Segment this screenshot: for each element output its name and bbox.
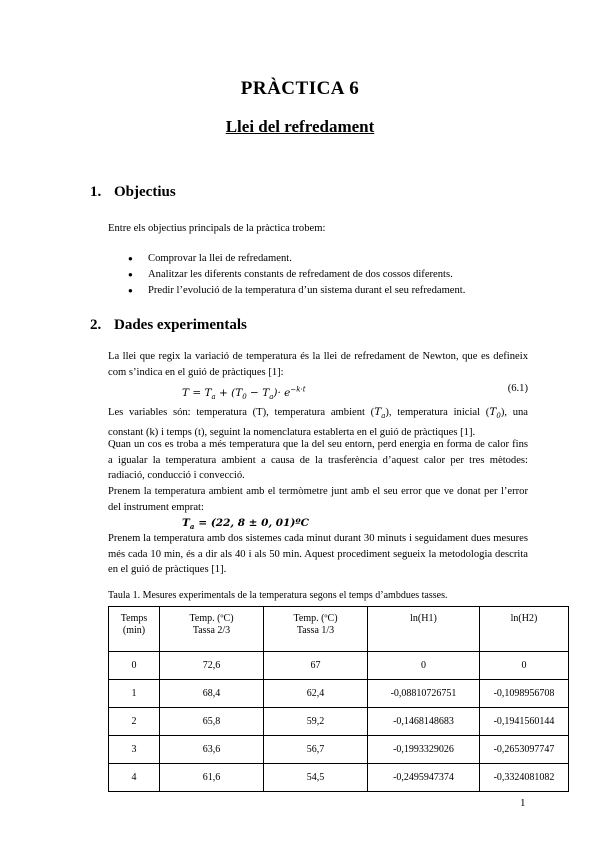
data-table [108,606,569,792]
table-row [109,736,569,764]
section-heading-objectius [90,184,176,201]
table-caption: Taula 1. Mesures experimentals de la temperatura segons el temps d’ambdues tasses. [108,590,448,601]
list-item: ● Analitzar les diferents constants de refredament de dos cossos diferents. [128,267,548,283]
section-title: Objectius [114,184,176,200]
table-cell: 67 [264,652,368,680]
objectives-list [128,251,548,299]
header-cell: ln(H2) [480,607,569,652]
table-cell: 4 [109,764,160,792]
table-cell: 3 [109,736,160,764]
page-number: 1 [520,797,526,809]
table-cell: 0 [480,652,569,680]
table-cell: -0,2653097747 [480,736,569,764]
paragraph-newton-law: La llei que regix la variació de temperatura és la llei de refredament de Newton, que es defineix com s’indica en el guió de pràctiques [1]: [108,351,528,378]
table-cell: 2 [109,708,160,736]
list-item: ● Comprovar la llei de refredament. [128,251,548,267]
table-cell: -0,08810726751 [368,680,480,708]
equation-number: (6.1) [507,383,528,394]
paragraph-procedure: Prenem la temperatura amb dos sistemes cada minut durant 30 minuts i seguidament dues mesures més cada 10 min, és a dir als 40 i als 50 min. Aquest procediment segueix la metodologia descrita en el guió de pràctiques [1]. [108,533,528,575]
section-number: 2. [90,317,102,333]
table-cell: 72,6 [160,652,264,680]
table-cell: 1 [109,680,160,708]
equation-body: $T = T_a + (T_0 - T_a)\cdot e^{-k\cdot t}$ [182,385,306,402]
header-cell: Temp. (ºC) Tassa 2/3 [160,607,264,652]
equation-ambient: $T_a = (22$, 8 ± 0, 01)ºC [182,517,309,532]
page-subtitle: Llei del refredament [225,117,375,136]
table-cell: 0 [368,652,480,680]
paragraph-variables: Les variables són: temperatura (T), temperatura ambient $(T_a)$, temperatura inicial $(T_0)$, una constant (k) i temps (t), seguint la nomenclatura establerta en el guió de pràctiques [1]. [108,406,528,438]
page-title: PRÀCTICA 6 [240,78,360,99]
table-cell: -0,1098956708 [480,680,569,708]
table-cell: -0,2495947374 [368,764,480,792]
section-heading-dades [90,317,247,334]
table-cell: 65,8 [160,708,264,736]
header-cell: ln(H1) [368,607,480,652]
table-cell: 68,4 [160,680,264,708]
section-number: 1. [90,184,102,200]
table-cell: -0,1941560144 [480,708,569,736]
list-item: ● Predir l’evolució de la temperatura d’un sistema durant el seu refredament. [128,283,548,299]
table-cell: 54,5 [264,764,368,792]
table-row [109,680,569,708]
table-cell: 63,6 [160,736,264,764]
header-cell: Temp. (ºC) Tassa 1/3 [264,607,368,652]
header-cell: Temps (min) [109,607,160,652]
table-cell: -0,1468148683 [368,708,480,736]
objectives-intro: Entre els objectius principals de la pràctica trobem: [108,223,326,234]
table-cell: 0 [109,652,160,680]
table-cell: -0,1993329026 [368,736,480,764]
equation-6-1 [182,383,528,401]
table-header-row [109,607,569,652]
table-cell: 59,2 [264,708,368,736]
table-cell: 62,4 [264,680,368,708]
table-row [109,708,569,736]
paragraph-heat-transfer: Quan un cos es troba a més temperatura que la del seu entorn, perd energia en forma de calor fins a igualar la temperatura ambient a causa de la trasferència d’aquest calor per tres mètodes: radiació, conducció i convecció. [108,439,528,481]
paragraph-ambient-temp: Prenem la temperatura ambient amb el termòmetre junt amb el seu error que ve donat per l’error del instrument emprat: [108,486,528,513]
table-cell: -0,3324081082 [480,764,569,792]
table-cell: 61,6 [160,764,264,792]
section-title: Dades experimentals [114,317,247,333]
table-row [109,652,569,680]
table-cell: 56,7 [264,736,368,764]
table-row [109,764,569,792]
